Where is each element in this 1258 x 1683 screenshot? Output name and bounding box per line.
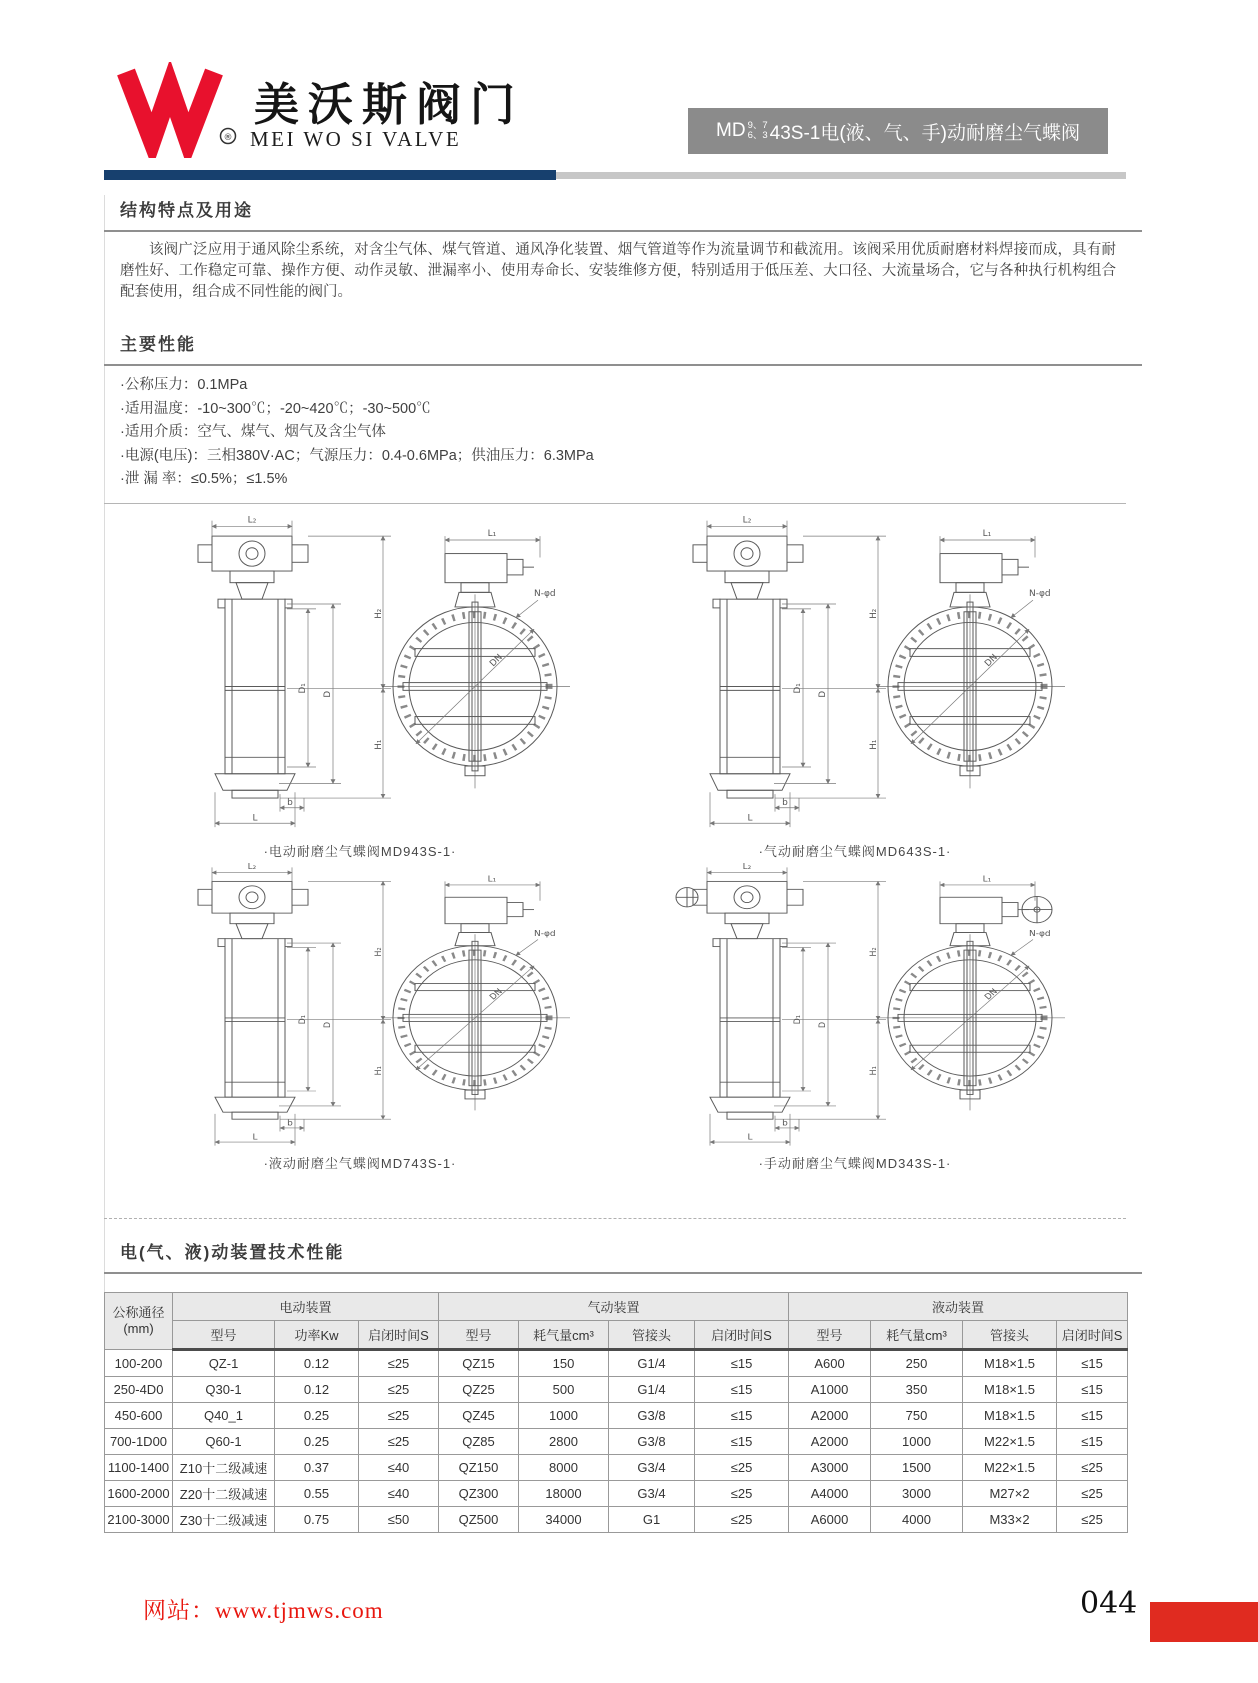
- table-row: [105, 1455, 1128, 1481]
- col-header: 型号: [789, 1321, 871, 1350]
- col-header: 启闭时间S: [359, 1321, 439, 1350]
- cell: ≤25: [359, 1403, 439, 1429]
- cell: ≤25: [359, 1429, 439, 1455]
- section-divider: [104, 1218, 1126, 1219]
- cell: G3/8: [609, 1429, 695, 1455]
- cell: A4000: [789, 1481, 871, 1507]
- col-header: 启闭时间S: [1057, 1321, 1128, 1350]
- section-title-actuator-spec: 电(气、液)动装置技术性能: [104, 1238, 1142, 1274]
- valve-drawing-electric-md943s-1: [150, 507, 570, 832]
- col-header: 耗气量cm³: [519, 1321, 609, 1350]
- group-header-pneumatic: 气动装置: [439, 1293, 789, 1321]
- cell: QZ-1: [173, 1350, 275, 1377]
- cell: 1000: [871, 1429, 963, 1455]
- cell: A1000: [789, 1377, 871, 1403]
- website-link[interactable]: 网站：www.tjmws.com: [143, 1598, 384, 1623]
- cell: ≤15: [695, 1377, 789, 1403]
- cell: G1/4: [609, 1377, 695, 1403]
- cell: ≤25: [1057, 1507, 1128, 1533]
- model-sub: 6、3: [747, 130, 768, 141]
- cell: QZ500: [439, 1507, 519, 1533]
- cell: G3/4: [609, 1481, 695, 1507]
- list-item: ·泄 漏 率：≤0.5%；≤1.5%: [120, 471, 288, 487]
- cell: ≤40: [359, 1481, 439, 1507]
- cell: M27×2: [963, 1481, 1057, 1507]
- cell: 0.12: [275, 1350, 359, 1377]
- valve-drawing-manual-md343s-1: [645, 855, 1065, 1150]
- cell: M22×1.5: [963, 1455, 1057, 1481]
- cell: 450-600: [105, 1403, 173, 1429]
- cell: 250-4D0: [105, 1377, 173, 1403]
- section-title-features: 结构特点及用途: [104, 196, 1142, 232]
- cell: QZ300: [439, 1481, 519, 1507]
- registered-mark: ®: [223, 133, 233, 143]
- drawing-caption: ·电动耐磨尘气蝶阀MD943S-1·: [263, 844, 457, 859]
- brand-logo-icon: [110, 62, 250, 158]
- cell: Z20十二级减速: [173, 1481, 275, 1507]
- cell: 350: [871, 1377, 963, 1403]
- cell: A600: [789, 1350, 871, 1377]
- cell: 3000: [871, 1481, 963, 1507]
- cell: 700-1D00: [105, 1429, 173, 1455]
- valve-drawing-hydraulic-md743s-1: [150, 855, 570, 1150]
- cell: Z30十二级减速: [173, 1507, 275, 1533]
- header-rule-blue: [104, 170, 556, 180]
- cell: ≤15: [695, 1403, 789, 1429]
- cell: 0.55: [275, 1481, 359, 1507]
- cell: A6000: [789, 1507, 871, 1533]
- col-header-dn: 公称通径 (mm): [105, 1293, 173, 1350]
- table-row: [105, 1429, 1128, 1455]
- table-row: [105, 1507, 1128, 1533]
- cell: ≤25: [1057, 1481, 1128, 1507]
- product-title-banner: [688, 108, 1108, 154]
- cell: M18×1.5: [963, 1377, 1057, 1403]
- cell: QZ25: [439, 1377, 519, 1403]
- actuator-spec-table: [104, 1292, 1128, 1533]
- cell: 750: [871, 1403, 963, 1429]
- cell: 2800: [519, 1429, 609, 1455]
- cell: A3000: [789, 1455, 871, 1481]
- col-header: 型号: [173, 1321, 275, 1350]
- table-row: [105, 1481, 1128, 1507]
- cell: ≤15: [1057, 1350, 1128, 1377]
- cell: ≤15: [695, 1350, 789, 1377]
- cell: QZ15: [439, 1350, 519, 1377]
- drawing-caption: ·气动耐磨尘气蝶阀MD643S-1·: [758, 844, 952, 859]
- cell: G3/4: [609, 1455, 695, 1481]
- cell: 500: [519, 1377, 609, 1403]
- cell: A2000: [789, 1403, 871, 1429]
- cell: ≤15: [1057, 1429, 1128, 1455]
- table-row: [105, 1377, 1128, 1403]
- cell: ≤15: [695, 1429, 789, 1455]
- list-item: ·公称压力：0.1MPa: [120, 377, 248, 393]
- cell: ≤25: [1057, 1455, 1128, 1481]
- col-header: 管接头: [609, 1321, 695, 1350]
- cell: QZ150: [439, 1455, 519, 1481]
- performance-list: [120, 374, 594, 492]
- cell: 34000: [519, 1507, 609, 1533]
- cell: Q30-1: [173, 1377, 275, 1403]
- brand-name-en: MEI WO SI VALVE: [250, 127, 462, 151]
- cell: G3/8: [609, 1403, 695, 1429]
- cell: Q40_1: [173, 1403, 275, 1429]
- cell: ≤25: [359, 1377, 439, 1403]
- model-prefix: MD: [716, 120, 746, 141]
- col-header: 型号: [439, 1321, 519, 1350]
- table-row: [105, 1403, 1128, 1429]
- cell: 150: [519, 1350, 609, 1377]
- cell: 1000: [519, 1403, 609, 1429]
- cell: 1500: [871, 1455, 963, 1481]
- cell: M18×1.5: [963, 1350, 1057, 1377]
- cell: M33×2: [963, 1507, 1057, 1533]
- cell: 0.37: [275, 1455, 359, 1481]
- group-header-electric: 电动装置: [173, 1293, 439, 1321]
- header-rule-gray: [556, 172, 1126, 179]
- model-sup: 9、7: [747, 119, 768, 131]
- cell: ≤15: [1057, 1377, 1128, 1403]
- cell: Q60-1: [173, 1429, 275, 1455]
- col-header: 功率Kw: [275, 1321, 359, 1350]
- cell: 8000: [519, 1455, 609, 1481]
- cell: ≤40: [359, 1455, 439, 1481]
- cell: M18×1.5: [963, 1403, 1057, 1429]
- cell: 4000: [871, 1507, 963, 1533]
- cell: QZ45: [439, 1403, 519, 1429]
- list-item: ·适用温度：-10~300℃；-20~420℃；-30~500℃: [120, 400, 431, 417]
- page-corner-mark: [1150, 1602, 1258, 1642]
- section-divider: [104, 503, 1126, 504]
- cell: G1/4: [609, 1350, 695, 1377]
- cell: 100-200: [105, 1350, 173, 1377]
- cell: M22×1.5: [963, 1429, 1057, 1455]
- list-item: ·电源(电压)：三相380V·AC；气源压力：0.4-0.6MPa；供油压力：6.3MPa: [120, 447, 594, 464]
- cell: ≤25: [695, 1455, 789, 1481]
- cell: ≤25: [695, 1507, 789, 1533]
- table-group-header-row: [105, 1293, 1128, 1321]
- features-paragraph: 该阀广泛应用于通风除尘系统，对含尘气体、煤气管道、通风净化装置、烟气管道等作为流量调节和截流用。该阀采用优质耐磨材料焊接而成，具有耐磨性好、工作稳定可靠、操作方便、动作灵敏、泄漏率小、使用寿命长、安装维修方便，特别适用于低压差、大口径、大流量场合，它与各种执行机构组合配套使用，组合成不同性能的阀门。: [120, 242, 1116, 300]
- cell: 0.25: [275, 1403, 359, 1429]
- cell: ≤15: [1057, 1403, 1128, 1429]
- cell: Z10十二级减速: [173, 1455, 275, 1481]
- list-item: ·适用介质：空气、煤气、烟气及含尘气体: [120, 424, 386, 440]
- cell: 0.25: [275, 1429, 359, 1455]
- cell: QZ85: [439, 1429, 519, 1455]
- group-header-hydraulic: 液动装置: [789, 1293, 1128, 1321]
- section-title-performance: 主要性能: [104, 330, 1142, 366]
- cell: 1600-2000: [105, 1481, 173, 1507]
- cell: 0.12: [275, 1377, 359, 1403]
- model-suffix: 43S-1电(液、气、手)动耐磨尘气蝶阀: [769, 122, 1080, 144]
- cell: ≤25: [695, 1481, 789, 1507]
- cell: 2100-3000: [105, 1507, 173, 1533]
- cell: 1100-1400: [105, 1455, 173, 1481]
- table-sub-header-row: [105, 1321, 1128, 1350]
- handwheel-icon: [676, 888, 1052, 923]
- drawing-caption: ·液动耐磨尘气蝶阀MD743S-1·: [263, 1156, 457, 1171]
- col-header: 耗气量cm³: [871, 1321, 963, 1350]
- cell: 18000: [519, 1481, 609, 1507]
- cell: 250: [871, 1350, 963, 1377]
- drawing-caption: ·手动耐磨尘气蝶阀MD343S-1·: [758, 1156, 952, 1171]
- page-number: 044: [1080, 1586, 1138, 1621]
- col-header: 启闭时间S: [695, 1321, 789, 1350]
- cell: ≤50: [359, 1507, 439, 1533]
- table-row: [105, 1350, 1128, 1377]
- col-header: 管接头: [963, 1321, 1057, 1350]
- valve-drawing-pneumatic-md643s-1: [645, 507, 1065, 832]
- brand-name-cn: 美沃斯阀门: [254, 80, 525, 130]
- cell: G1: [609, 1507, 695, 1533]
- cell: 0.75: [275, 1507, 359, 1533]
- cell: A2000: [789, 1429, 871, 1455]
- cell: ≤25: [359, 1350, 439, 1377]
